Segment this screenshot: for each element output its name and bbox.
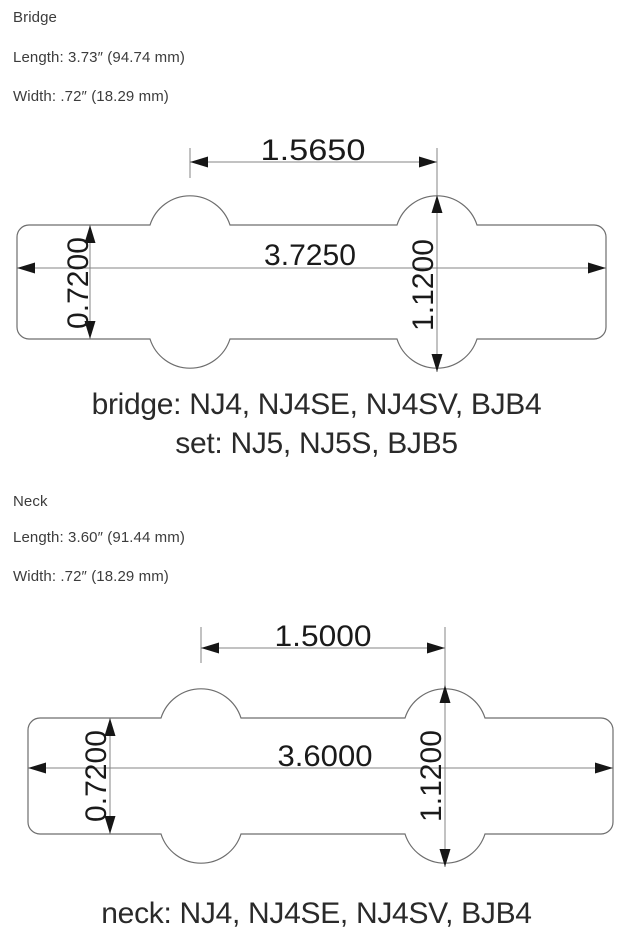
neck-dim-overall-width: 1.1200 [415, 730, 448, 822]
bridge-pickup-outline [17, 196, 606, 368]
dim-arrow-left-icon [201, 643, 219, 654]
dim-arrow-down-icon [432, 354, 443, 372]
neck-dim-overall-length: 3.6000 [277, 740, 373, 773]
dim-arrow-right-icon [427, 643, 445, 654]
bridge-dim-overall-width: 1.1200 [407, 239, 440, 331]
neck-caption-models: neck: NJ4, NJ4SE, NJ4SV, BJB4 [101, 897, 532, 930]
dim-arrow-down-icon [440, 849, 451, 867]
dim-arrow-left-icon [28, 763, 46, 774]
neck-dim-lobe-spacing: 1.5000 [274, 620, 372, 653]
neck-length-spec: Length: 3.60″ (91.44 mm) [13, 529, 185, 546]
neck-pickup-outline [28, 689, 613, 863]
dim-arrow-right-icon [588, 263, 606, 274]
dim-arrow-right-icon [419, 157, 437, 168]
dim-arrow-left-icon [190, 157, 208, 168]
neck-width-spec: Width: .72″ (18.29 mm) [13, 568, 169, 585]
neck-dim-body-width: 0.7200 [80, 730, 113, 822]
bridge-caption-set: set: NJ5, NJ5S, BJB5 [175, 427, 458, 460]
bridge-width-spec: Width: .72″ (18.29 mm) [13, 88, 169, 105]
dim-arrow-right-icon [595, 763, 613, 774]
bridge-dim-overall-length: 3.7250 [264, 239, 356, 272]
bridge-pickup-drawing [0, 130, 633, 380]
dim-arrow-left-icon [17, 263, 35, 274]
bridge-length-spec: Length: 3.73″ (94.74 mm) [13, 49, 185, 66]
bridge-dim-body-width: 0.7200 [62, 237, 95, 329]
bridge-caption-models: bridge: NJ4, NJ4SE, NJ4SV, BJB4 [91, 388, 542, 421]
dim-arrow-up-icon [432, 195, 443, 213]
neck-section-heading: Neck [13, 493, 48, 510]
dim-arrow-up-icon [440, 685, 451, 703]
bridge-section-heading: Bridge [13, 9, 57, 26]
neck-pickup-drawing [0, 610, 633, 900]
bridge-dim-lobe-spacing: 1.5650 [260, 134, 366, 167]
